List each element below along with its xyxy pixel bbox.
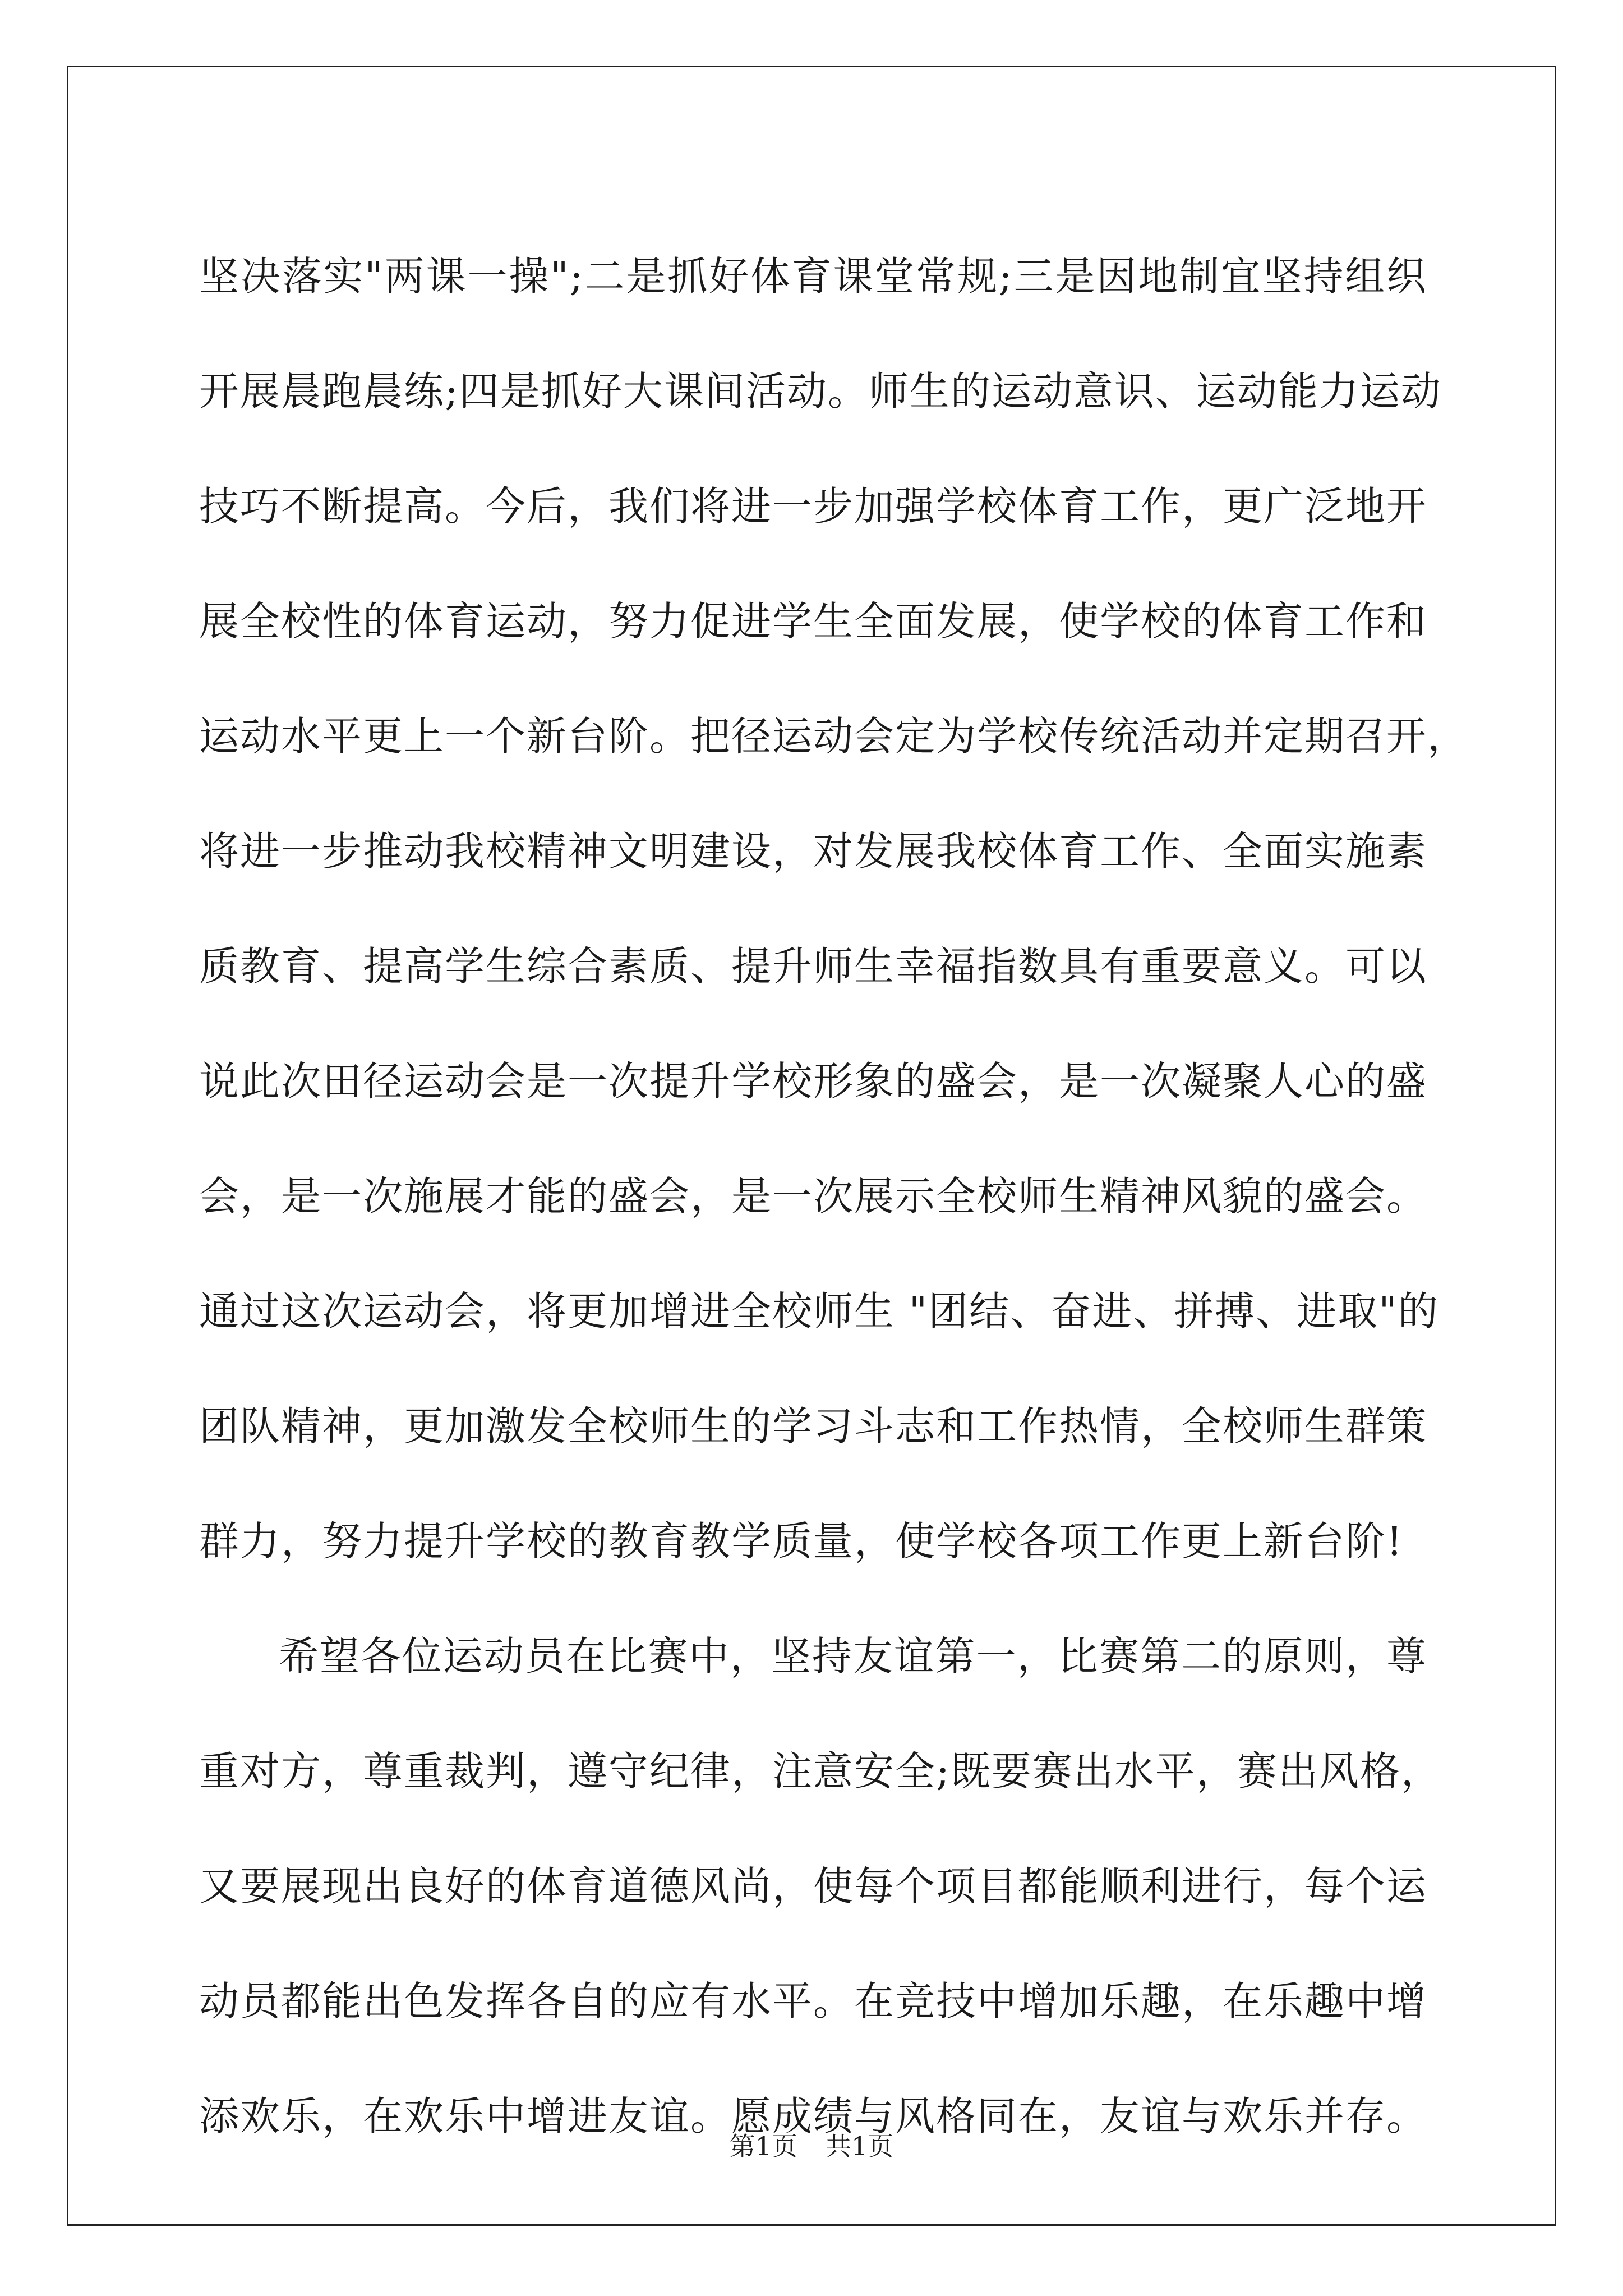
text-line: 添欢乐，在欢乐中增进友谊。愿成绩与风格同在，友谊与欢乐并存。 [199, 2093, 1428, 2139]
text-line: 说此次田径运动会是一次提升学校形象的盛会，是一次凝聚人心的盛 [199, 1058, 1428, 1105]
text-line: 群力，努力提升学校的教育教学质量，使学校各项工作更上新台阶! [199, 1518, 1404, 1565]
page-total: 共1页 [826, 2131, 894, 2161]
text-line: 动员都能出色发挥各自的应有水平。在竞技中增加乐趣，在乐趣中增 [199, 1978, 1428, 2024]
page-footer [0, 2126, 1623, 2163]
text-line: 质教育、提高学生综合素质、提升师生幸福指数具有重要意义。可以 [199, 943, 1428, 990]
text-line: 开展晨跑晨练;四是抓好大课间活动。师生的运动意识、运动能力运动 [199, 368, 1442, 415]
text-line: 会，是一次施展才能的盛会，是一次展示全校师生精神风貌的盛会。 [199, 1173, 1428, 1220]
text-line: 又要展现出良好的体育道德风尚，使每个项目都能顺利进行，每个运 [199, 1863, 1428, 1910]
text-line: 技巧不断提高。今后，我们将进一步加强学校体育工作，更广泛地开 [199, 483, 1428, 530]
text-line: 将进一步推动我校精神文明建设，对发展我校体育工作、全面实施素 [199, 828, 1428, 875]
text-line: 展全校性的体育运动，努力促进学生全面发展，使学校的体育工作和 [199, 598, 1428, 645]
text-line: 团队精神，更加激发全校师生的学习斗志和工作热情，全校师生群策 [199, 1403, 1428, 1450]
page-number: 第1页 [729, 2131, 797, 2161]
text-line: 运动水平更上一个新台阶。把径运动会定为学校传统活动并定期召开， [199, 713, 1469, 760]
text-line: 坚决落实"两课一操";二是抓好体育课堂常规;三是因地制宜坚持组织 [199, 253, 1427, 300]
text-line: 通过这次运动会，将更加增进全校师生 "团结、奋进、拼搏、进取"的 [199, 1288, 1439, 1335]
text-line: 希望各位运动员在比赛中，坚持友谊第一，比赛第二的原则，尊 [279, 1633, 1427, 1680]
document-body [199, 219, 1469, 2174]
text-line: 重对方，尊重裁判，遵守纪律，注意安全;既要赛出水平，赛出风格， [199, 1748, 1442, 1795]
